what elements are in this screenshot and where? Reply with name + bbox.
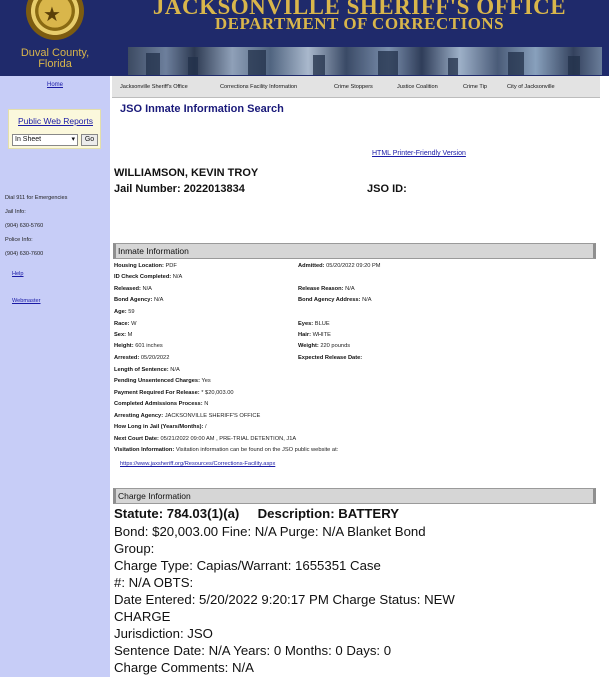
skyline-building (313, 55, 325, 75)
header-subtitle: DEPARTMENT OF CORRECTIONS (214, 14, 505, 33)
charge-information-header (113, 488, 596, 504)
tab-crime-stoppers[interactable]: Crime Stoppers (334, 84, 373, 90)
arresting-agency-field: Arresting Agency: JACKSONVILLE SHERIFF'S OFFICE (114, 413, 261, 419)
header-title: JACKSONVILLE SHERIFF'S OFFICE (152, 0, 567, 19)
report-select-value: In Sheet (15, 136, 42, 143)
payment-required-field: Payment Required For Release: * $20,003.00 (114, 390, 234, 396)
jail-number: Jail Number: 2022013834 (114, 183, 245, 195)
help-link[interactable]: Help (12, 271, 24, 277)
skyline-building (568, 56, 580, 75)
tab-jacksonville-sheriffs-office[interactable]: Jacksonville Sheriff's Office (120, 84, 188, 90)
released-field: Released: N/A (114, 286, 152, 292)
charge-information-title: Charge Information (118, 491, 191, 501)
seal-area (0, 0, 110, 76)
admitted-field: Admitted: 05/20/2022 09:20 PM (298, 263, 381, 269)
visitation-link[interactable]: https://www.jaxsheriff.org/Resources/Corrections-Facility.aspx (120, 461, 276, 467)
charge-type-line: Charge Type: Capias/Warrant: 1655351 Case (114, 558, 381, 573)
home-link[interactable]: Home (46, 82, 63, 88)
skyline-building (248, 50, 266, 75)
skyline-building (508, 52, 524, 75)
skyline-building (188, 57, 198, 75)
county-name (0, 48, 110, 70)
charge-case-line: #: N/A OBTS: (114, 575, 194, 590)
tab-crime-tip[interactable]: Crime Tip (463, 84, 487, 90)
county-line-1: Duval County, (20, 47, 90, 59)
seal-star-icon: ★ (43, 2, 61, 26)
inmate-information-title: Inmate Information (118, 246, 189, 256)
release-reason-field: Release Reason: N/A (298, 286, 355, 292)
eyes-field: Eyes: BLUE (298, 321, 330, 327)
charge-description: Description: BATTERY (257, 506, 400, 521)
charge-bond-line: Bond: $20,003.00 Fine: N/A Purge: N/A Blanket Bond (114, 524, 426, 539)
city-skyline-banner (128, 47, 602, 75)
admissions-process-field: Completed Admissions Process: N (114, 401, 209, 407)
police-info-phone: (904) 630-7600 (5, 251, 44, 257)
tab-city-of-jacksonville[interactable]: City of Jacksonville (507, 84, 555, 90)
go-button[interactable]: Go (81, 134, 98, 146)
skyline-building (146, 53, 160, 75)
hair-field: Hair: WHITE (298, 332, 331, 338)
bond-agency-address-field: Bond Agency Address: N/A (298, 297, 372, 303)
page-title: JSO Inmate Information Search (120, 103, 284, 115)
webmaster-link[interactable]: Webmaster (12, 298, 41, 304)
jail-info-label: Jail Info: (5, 209, 26, 215)
charge-jurisdiction-line: Jurisdiction: JSO (114, 626, 213, 641)
chevron-down-icon: ▾ (71, 136, 75, 143)
left-sidebar (0, 76, 110, 677)
printer-friendly-link[interactable]: HTML Printer-Friendly Version (372, 150, 466, 157)
tab-justice-coalition[interactable]: Justice Coalition (397, 84, 438, 90)
arrested-field: Arrested: 05/20/2022 (114, 355, 170, 361)
weight-field: Weight: 220 pounds (298, 343, 351, 349)
housing-location-field: Housing Location: PDF (114, 263, 177, 269)
length-of-sentence-field: Length of Sentence: N/A (114, 367, 180, 373)
charge-status-line: CHARGE (114, 609, 171, 624)
charge-group-line: Group: (114, 541, 155, 556)
report-select[interactable] (12, 134, 78, 146)
charge-statute: Statute: 784.03(1)(a) (114, 506, 240, 521)
charge-date-entered-line: Date Entered: 5/20/2022 9:20:17 PM Charge Status: NEW (114, 592, 455, 607)
race-field: Race: W (114, 321, 137, 327)
bond-agency-field: Bond Agency: N/A (114, 297, 164, 303)
pending-charges-field: Pending Unsentenced Charges: Yes (114, 378, 211, 384)
sex-field: Sex: M (114, 332, 133, 338)
public-web-reports-link[interactable]: Public Web Reports (18, 116, 93, 126)
next-court-date-field: Next Court Date: 05/21/2022 09:00 AM , PRE-TRIAL DETENTION, J1A (114, 436, 297, 442)
charge-sentence-line: Sentence Date: N/A Years: 0 Months: 0 Days: 0 (114, 643, 392, 658)
site-header (0, 0, 609, 76)
emergency-info: Dial 911 for Emergencies (5, 195, 68, 201)
visitation-field: Visitation Information: Visitation information can be found on the JSO public website at: (114, 447, 339, 453)
skyline-building (448, 58, 458, 75)
top-nav (112, 76, 600, 98)
height-field: Height: 601 inches (114, 343, 163, 349)
tab-corrections-facility-information[interactable]: Corrections Facility Information (220, 84, 298, 90)
inmate-information-header (113, 243, 596, 259)
police-info-label: Police Info: (5, 237, 33, 243)
jail-info-phone: (904) 630-5760 (5, 223, 44, 229)
public-reports-box (8, 109, 101, 149)
county-line-2: Florida (38, 58, 72, 70)
id-check-field: ID Check Completed: N/A (114, 274, 183, 280)
inmate-name: WILLIAMSON, KEVIN TROY (114, 167, 259, 179)
expected-release-field: Expected Release Date: (298, 355, 363, 361)
jso-id: JSO ID: (367, 183, 407, 195)
time-in-jail-field: How Long in Jail (Years/Months): / (114, 424, 207, 430)
charge-comments-line: Charge Comments: N/A (114, 660, 254, 675)
skyline-building (378, 51, 398, 75)
charge-statute-line (114, 506, 399, 521)
age-field: Age: 59 (114, 309, 135, 315)
